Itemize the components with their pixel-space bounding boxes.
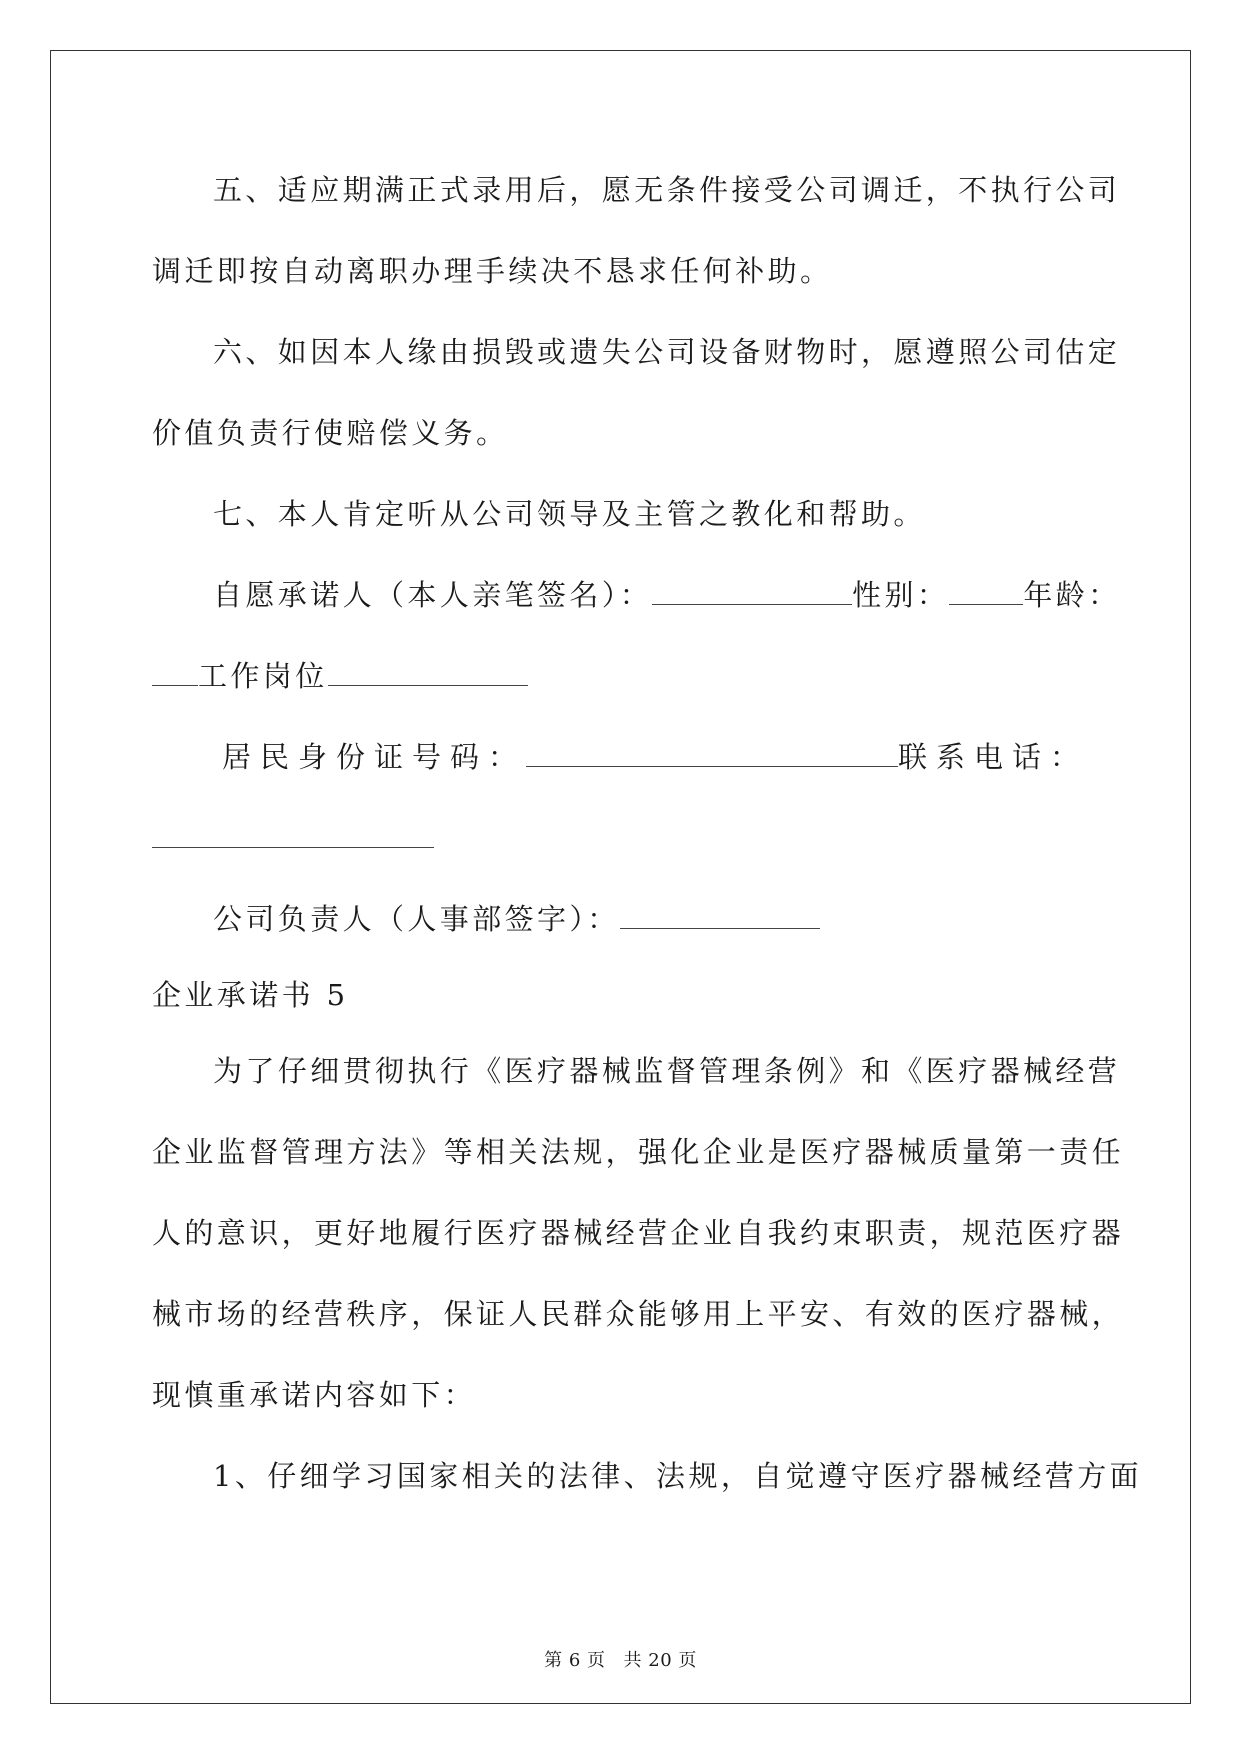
section-5-intro-line-1: 为了仔细贯彻执行《医疗器械监督管理条例》和《医疗器械经营 (213, 1054, 1121, 1088)
section-5-item-1-line-1: 1、仔细学习国家相关的法律、法规，自觉遵守医疗器械经营方面 (213, 1459, 1143, 1493)
page-number: 第 6 页 (544, 1650, 606, 1671)
section-5-intro-line-2: 企业监督管理方法》等相关法规，强化企业是医疗器械质量第一责任 (152, 1135, 1125, 1169)
promisor-signature-row (213, 575, 1121, 615)
id-number-label: 居民身份证号码： (222, 740, 527, 774)
page-footer (0, 1649, 1241, 1673)
paragraph-7-line-1: 七、本人肯定听从公司领导及主管之教化和帮助。 (213, 497, 926, 531)
position-label: 工作岗位 (198, 659, 328, 693)
gender-blank[interactable] (949, 578, 1023, 605)
position-row (152, 656, 528, 696)
paragraph-6-line-2: 价值负责行使赔偿义务。 (152, 416, 509, 450)
gender-label: 性别： (852, 578, 950, 612)
section-5-intro-line-4: 械市场的经营秩序，保证人民群众能够用上平安、有效的医疗器械， (152, 1297, 1125, 1331)
company-rep-row (213, 899, 820, 939)
promisor-label: 自愿承诺人（本人亲笔签名）： (213, 578, 653, 612)
section-5-intro-line-3: 人的意识，更好地履行医疗器械经营企业自我约束职责，规范医疗器 (152, 1216, 1125, 1250)
age-blank[interactable] (152, 659, 198, 686)
phone-blank-row (152, 818, 434, 858)
section-5-intro-line-5: 现慎重承诺内容如下： (152, 1378, 477, 1412)
section-5-title: 企业承诺书 5 (152, 978, 349, 1012)
promisor-signature-blank[interactable] (652, 578, 852, 605)
phone-blank[interactable] (152, 821, 434, 848)
phone-label: 联系电话： (898, 740, 1089, 774)
paragraph-5-line-2: 调迁即按自动离职办理手续决不恳求任何补助。 (152, 254, 833, 288)
age-label: 年龄： (1023, 578, 1121, 612)
id-number-blank[interactable] (526, 740, 898, 767)
page-total: 共 20 页 (623, 1650, 697, 1671)
id-phone-row (222, 737, 1088, 777)
company-rep-label: 公司负责人（人事部签字）： (213, 902, 620, 936)
position-blank[interactable] (328, 659, 528, 686)
paragraph-6-line-1: 六、如因本人缘由损毁或遗失公司设备财物时，愿遵照公司估定 (213, 335, 1121, 369)
company-rep-blank[interactable] (620, 902, 820, 929)
paragraph-5-line-1: 五、适应期满正式录用后，愿无条件接受公司调迁，不执行公司 (213, 173, 1121, 207)
